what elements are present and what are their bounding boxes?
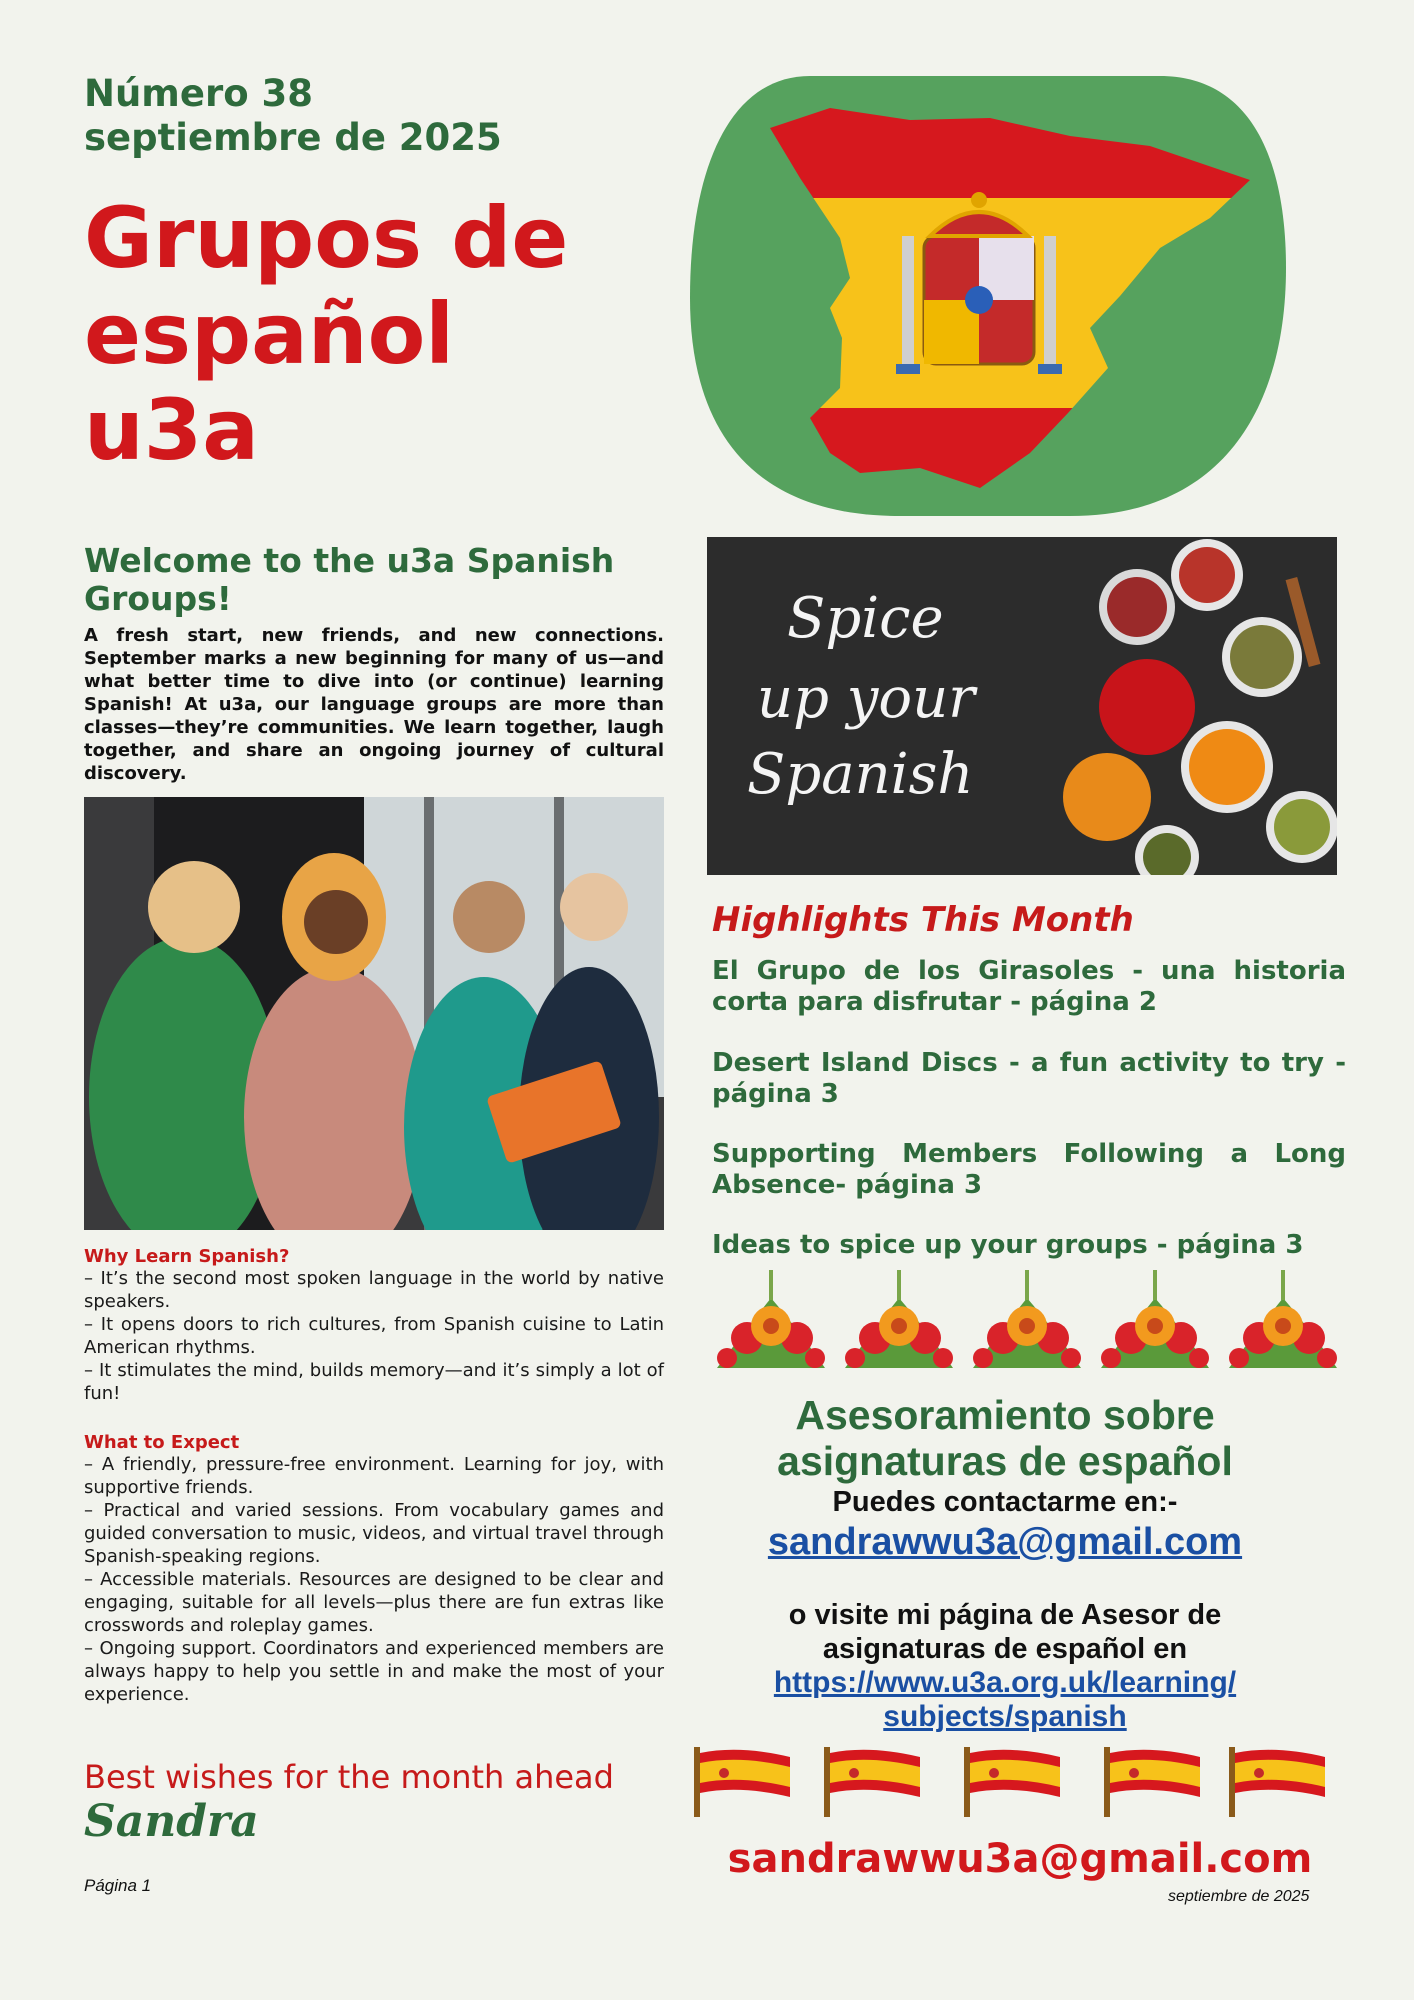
highlight-item-2: Desert Island Discs - a fun activity to try - página 3 <box>712 1048 1346 1109</box>
adviser-visit-line-1: o visite mi página de Asesor de <box>788 1599 1222 1631</box>
issue-date: septiembre de 2025 <box>84 116 502 159</box>
adviser-heading <box>700 1392 1310 1484</box>
spain-flag-icon <box>1104 1747 1200 1817</box>
why-item-2: – It opens doors to rich cultures, from Spanish cuisine to Latin American rhythms. <box>84 1314 664 1358</box>
title-line-1: Grupos de <box>84 189 569 287</box>
flower-cluster <box>973 1270 1081 1368</box>
adviser-heading-line-2: asignaturas de español <box>777 1438 1233 1484</box>
issue-number: Número 38 <box>84 72 313 115</box>
group-photo <box>84 797 664 1230</box>
what-to-expect-section <box>84 1432 664 1706</box>
spain-flag-icon <box>964 1747 1060 1817</box>
adviser-visit-text <box>700 1598 1310 1666</box>
why-learn-heading: Why Learn Spanish? <box>84 1246 290 1267</box>
why-item-1: – It’s the second most spoken language in the world by native speakers. <box>84 1268 664 1312</box>
spain-flag-icon <box>1229 1747 1325 1817</box>
welcome-heading: Welcome to the u3a Spanish Groups! <box>84 541 615 618</box>
adviser-contact-label: Puedes contactarme en:- <box>832 1486 1178 1518</box>
expect-item-3: – Accessible materials. Resources are designed to be clear and engaging, suitable for all levels—plus there are fun extras like crosswords and roleplay games. <box>84 1569 664 1636</box>
title-line-3: u3a <box>84 381 259 479</box>
spice-text-line-2: up your <box>757 666 975 731</box>
footer-email: sandrawwu3a@gmail.com <box>727 1836 1313 1882</box>
highlights-heading: Highlights This Month <box>712 900 1134 940</box>
flower-cluster <box>845 1270 953 1368</box>
spain-flag-icon <box>824 1747 920 1817</box>
adviser-heading-line-1: Asesoramiento sobre <box>795 1392 1215 1438</box>
footer-date: septiembre de 2025 <box>1168 1888 1310 1905</box>
signature: Sandra <box>84 1796 259 1847</box>
what-to-expect-heading: What to Expect <box>84 1432 240 1453</box>
highlight-item-1: El Grupo de los Girasoles - una historia corta para disfrutar - página 2 <box>712 956 1346 1017</box>
why-learn-section <box>84 1246 664 1405</box>
expect-item-4: – Ongoing support. Coordinators and experienced members are always happy to help you settle in and make the most of your experience. <box>84 1638 664 1705</box>
why-item-3: – It stimulates the mind, builds memory—and it’s simply a lot of fun! <box>84 1360 664 1404</box>
best-wishes: Best wishes for the month ahead <box>84 1758 614 1796</box>
flower-cluster <box>717 1270 825 1368</box>
expect-item-2: – Practical and varied sessions. From vocabulary games and guided conversation to music, videos, and virtual travel through Spanish-speaking regions. <box>84 1500 664 1567</box>
page-number: Página 1 <box>84 1876 152 1895</box>
adviser-visit-line-2: asignaturas de español en <box>822 1633 1188 1665</box>
adviser-block <box>700 1392 1310 1734</box>
adviser-url-link[interactable] <box>700 1666 1310 1734</box>
spain-map-illustration <box>690 68 1286 516</box>
spice-text-line-3: Spanish <box>747 742 974 807</box>
highlight-item-3: Supporting Members Following a Long Absence- página 3 <box>712 1139 1346 1200</box>
spice-up-banner <box>707 537 1337 875</box>
spain-flag-icon <box>694 1747 790 1817</box>
page-title <box>84 190 644 478</box>
adviser-url-line-2[interactable]: subjects/spanish <box>883 1700 1127 1733</box>
highlight-item-4: Ideas to spice up your groups - página 3 <box>712 1230 1304 1260</box>
welcome-text: A fresh start, new friends, and new connections. September marks a new beginning for many of us—and what better time to dive into (or continue) learning Spanish! At u3a, our language groups are more than classes—they’re communities. We learn together, laugh together, and share an ongoing journey of cultural discovery. <box>84 625 664 784</box>
issue-header <box>84 72 644 160</box>
flower-cluster <box>1101 1270 1209 1368</box>
adviser-email-link[interactable]: sandrawwu3a@gmail.com <box>767 1521 1243 1563</box>
title-line-2: español <box>84 285 455 383</box>
spanish-flags-row <box>690 1745 1340 1819</box>
flower-border <box>707 1268 1347 1380</box>
flower-cluster <box>1229 1270 1337 1368</box>
adviser-url-line-1[interactable]: https://www.u3a.org.uk/learning/ <box>773 1666 1237 1699</box>
expect-item-1: – A friendly, pressure-free environment. Learning for joy, with supportive friends. <box>84 1454 664 1498</box>
spice-text-line-1: Spice <box>787 586 944 651</box>
